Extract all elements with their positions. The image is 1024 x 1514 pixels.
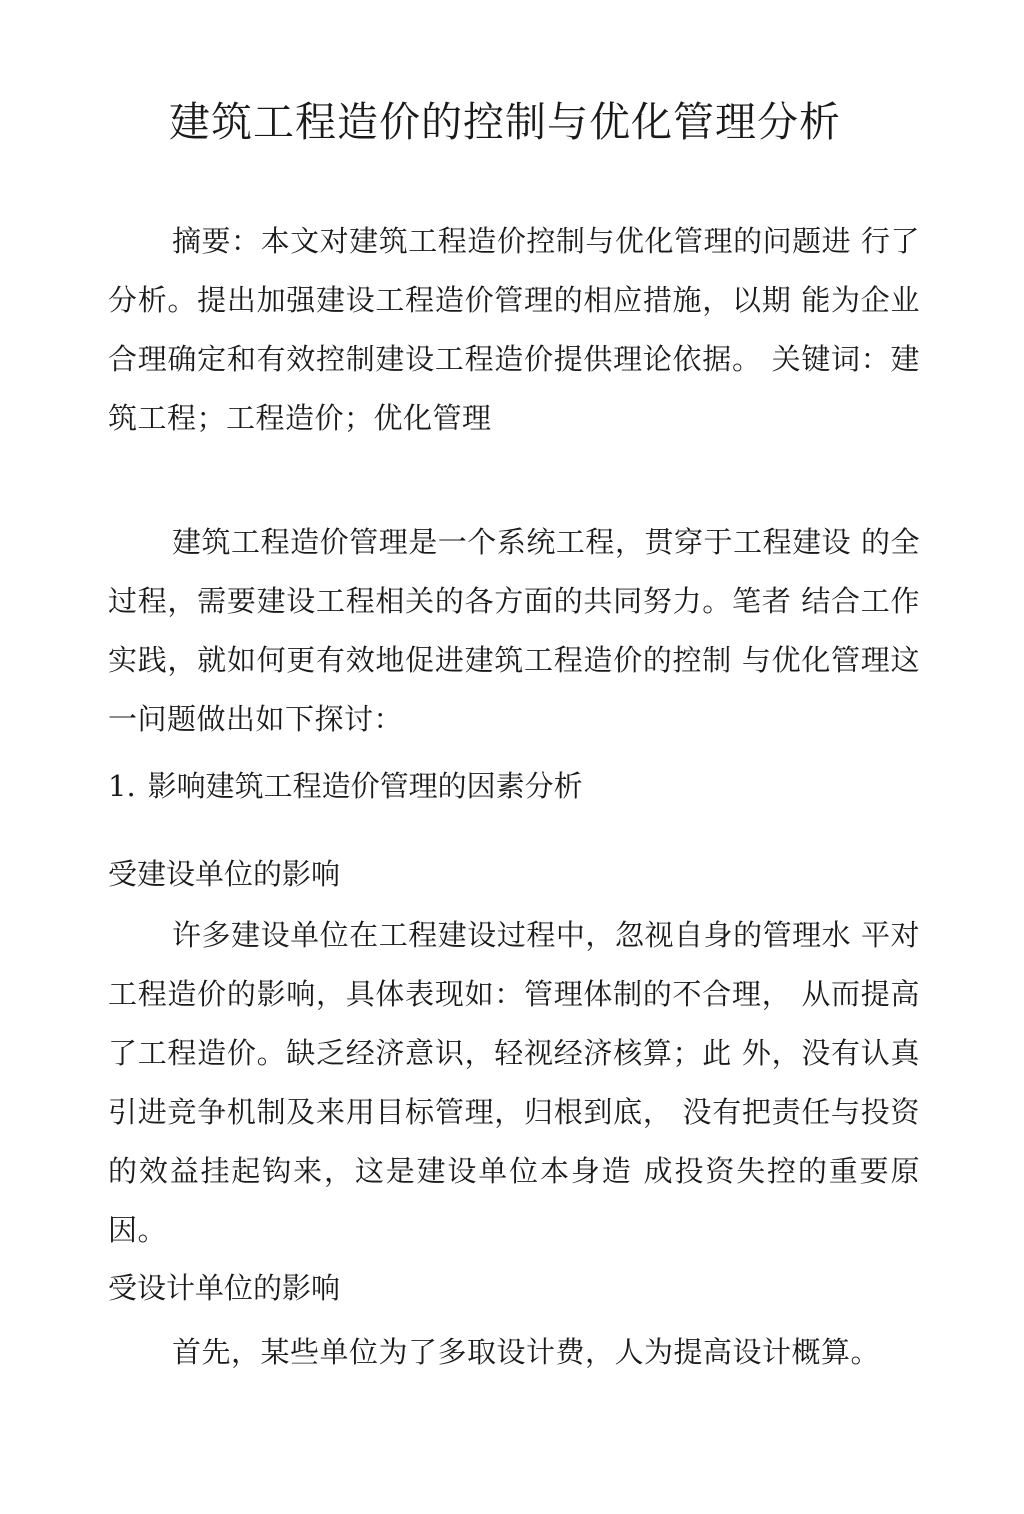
subsection-heading-1: 受建设单位的影响 (108, 857, 341, 891)
intro-paragraph: 建筑工程造价管理是一个系统工程，贯穿于工程建设 的全过程，需要建设工程相关的各方面的共同努力。笔者 结合工作实践，就如何更有效地促进建筑工程造价的控制 与优化管理这一问题做出如下探讨： (108, 525, 920, 736)
document-title: 建筑工程造价的控制与优化管理分析 (169, 98, 841, 146)
section-number: 1. (108, 769, 136, 803)
section-heading-1 (108, 766, 920, 806)
subsection-2-paragraph: 首先，某些单位为了多取设计费，人为提高设计概算。 (172, 1335, 881, 1369)
section-title: 影响建筑工程造价管理的因素分析 (147, 769, 583, 803)
subsection-1-paragraph: 许多建设单位在工程建设过程中，忽视自身的管理水 平对工程造价的影响，具体表现如：管理体制的不合理， 从而提高了工程造价。缺乏经济意识，轻视经济核算；此 外，没有认真引进竞争机制及来用目标管理，归根到底， 没有把责任与投资的效益挂起钩来，这是建设单位本身造 成投资失控的重要原因。 (108, 918, 920, 1247)
subsection-heading-2: 受设计单位的影响 (108, 1271, 341, 1305)
abstract-paragraph: 摘要：本文对建筑工程造价控制与优化管理的问题进 行了分析。提出加强建设工程造价管理的相应措施，以期 能为企业合理确定和有效控制建设工程造价提供理论依据。 关键词：建筑工程；工程造价；优化管理 (108, 224, 920, 435)
